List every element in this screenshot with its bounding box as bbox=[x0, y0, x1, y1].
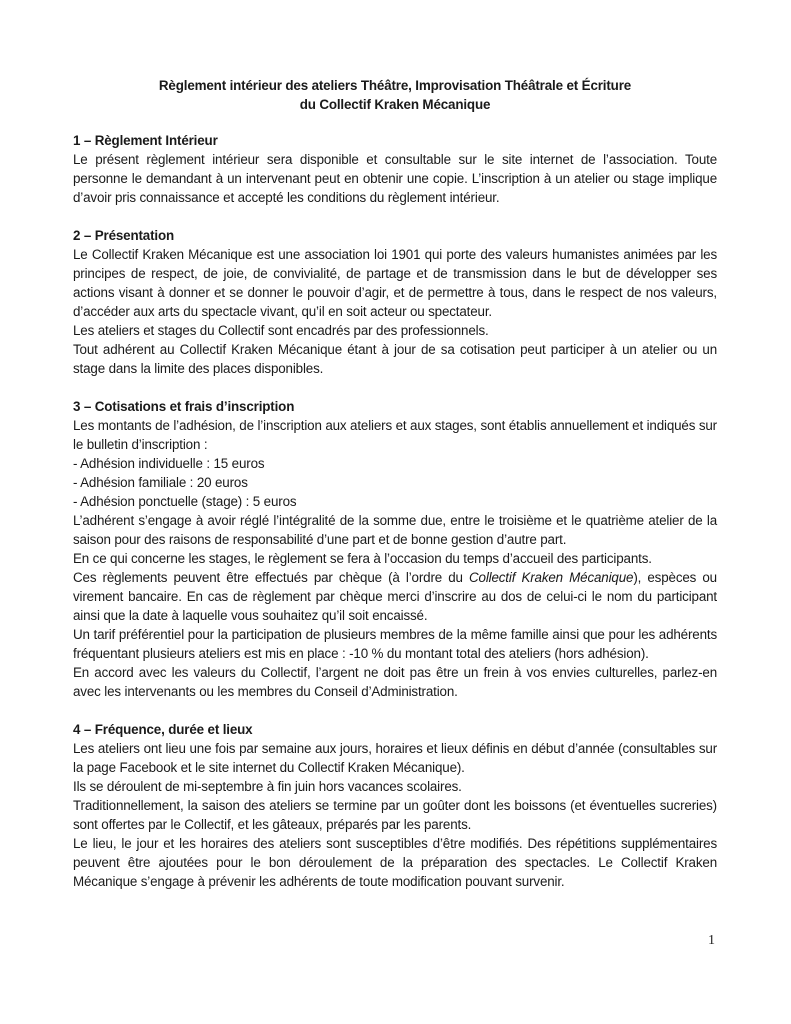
section-cotisations bbox=[73, 397, 717, 701]
section-heading: 1 – Règlement Intérieur bbox=[73, 133, 218, 148]
paragraph: Les montants de l’adhésion, de l’inscription aux ateliers et aux stages, sont établis annuellement et indiqués sur le bulletin d’inscription : bbox=[73, 418, 717, 452]
document-title bbox=[73, 76, 717, 114]
payment-text-end: ), espèces ou virement bancaire. En cas de règlement par chèque merci d’inscrire au dos de celui-ci le nom du participant ainsi que la date à laquelle vous souhaitez qu’il soit encaissé. bbox=[73, 570, 717, 623]
fee-item-individual: - Adhésion individuelle : 15 euros bbox=[73, 456, 265, 471]
paragraph-payment bbox=[73, 568, 717, 625]
paragraph: Les ateliers ont lieu une fois par semaine aux jours, horaires et lieux définis en début d’année (consultables sur la page Facebook et le site internet du Collectif Kraken Mécanique). bbox=[73, 741, 717, 775]
section-heading: 2 – Présentation bbox=[73, 228, 175, 243]
paragraph: Le lieu, le jour et les horaires des ateliers sont susceptibles d’être modifiés. Des répétitions supplémentaires peuvent être ajoutées pour le bon déroulement de la préparation des spectacles. Le Collectif Kraken Mécanique s’engage à prévenir les adhérents de toute modification pouvant survenir. bbox=[73, 836, 717, 889]
section-frequence bbox=[73, 720, 717, 891]
fee-item-workshop: - Adhésion ponctuelle (stage) : 5 euros bbox=[73, 494, 297, 509]
title-line-2: du Collectif Kraken Mécanique bbox=[299, 97, 491, 112]
paragraph: Le Collectif Kraken Mécanique est une association loi 1901 qui porte des valeurs humanistes animées par les principes de respect, de joie, de convivialité, de partage et de transmission dans le but de développer ses actions visant à donner et se donner le pouvoir d’agir, et de permettre à tous, dans le respect de nos valeurs, d’accéder aux arts du spectacle vivant, qu’il en soit acteur ou spectateur. bbox=[73, 247, 717, 319]
fee-item-family: - Adhésion familiale : 20 euros bbox=[73, 475, 248, 490]
section-reglement-interieur bbox=[73, 131, 717, 207]
paragraph: Un tarif préférentiel pour la participation de plusieurs membres de la même famille ainsi que pour les adhérents fréquentant plusieurs ateliers est mis en place : -10 % du montant total des ateliers (hors adhésion). bbox=[73, 627, 717, 661]
document-page bbox=[73, 76, 717, 910]
paragraph: L’adhérent s’engage à avoir réglé l’intégralité de la somme due, entre le troisième et le quatrième atelier de la saison pour des raisons de responsabilité d’une part et de bonne gestion d’autre part. bbox=[73, 513, 717, 547]
payment-text-start: Ces règlements peuvent être effectués par chèque (à l’ordre du bbox=[73, 570, 469, 585]
paragraph: Tout adhérent au Collectif Kraken Mécanique étant à jour de sa cotisation peut participer à un atelier ou un stage dans la limite des places disponibles. bbox=[73, 342, 717, 376]
section-heading: 4 – Fréquence, durée et lieux bbox=[73, 722, 253, 737]
paragraph: Le présent règlement intérieur sera disponible et consultable sur le site internet de l’association. Toute personne le demandant à un intervenant peut en obtenir une copie. L’inscription à un atelier ou stage implique d’avoir pris connaissance et accepté les conditions du règlement intérieur. bbox=[73, 152, 717, 205]
section-presentation bbox=[73, 226, 717, 378]
page-number: 1 bbox=[708, 933, 715, 948]
paragraph: Traditionnellement, la saison des ateliers se termine par un goûter dont les boissons (et éventuelles sucreries) sont offertes par le Collectif, et les gâteaux, préparés par les parents. bbox=[73, 798, 717, 832]
payee-name: Collectif Kraken Mécanique bbox=[469, 570, 634, 585]
section-heading: 3 – Cotisations et frais d’inscription bbox=[73, 399, 295, 414]
title-line-1: Règlement intérieur des ateliers Théâtre, Improvisation Théâtrale et Écriture bbox=[158, 78, 632, 93]
paragraph: En accord avec les valeurs du Collectif, l’argent ne doit pas être un frein à vos envies culturelles, parlez-en avec les intervenants ou les membres du Conseil d’Administration. bbox=[73, 665, 717, 699]
paragraph: Les ateliers et stages du Collectif sont encadrés par des professionnels. bbox=[73, 323, 489, 338]
paragraph: Ils se déroulent de mi-septembre à fin juin hors vacances scolaires. bbox=[73, 779, 462, 794]
paragraph: En ce qui concerne les stages, le règlement se fera à l’occasion du temps d’accueil des participants. bbox=[73, 551, 652, 566]
